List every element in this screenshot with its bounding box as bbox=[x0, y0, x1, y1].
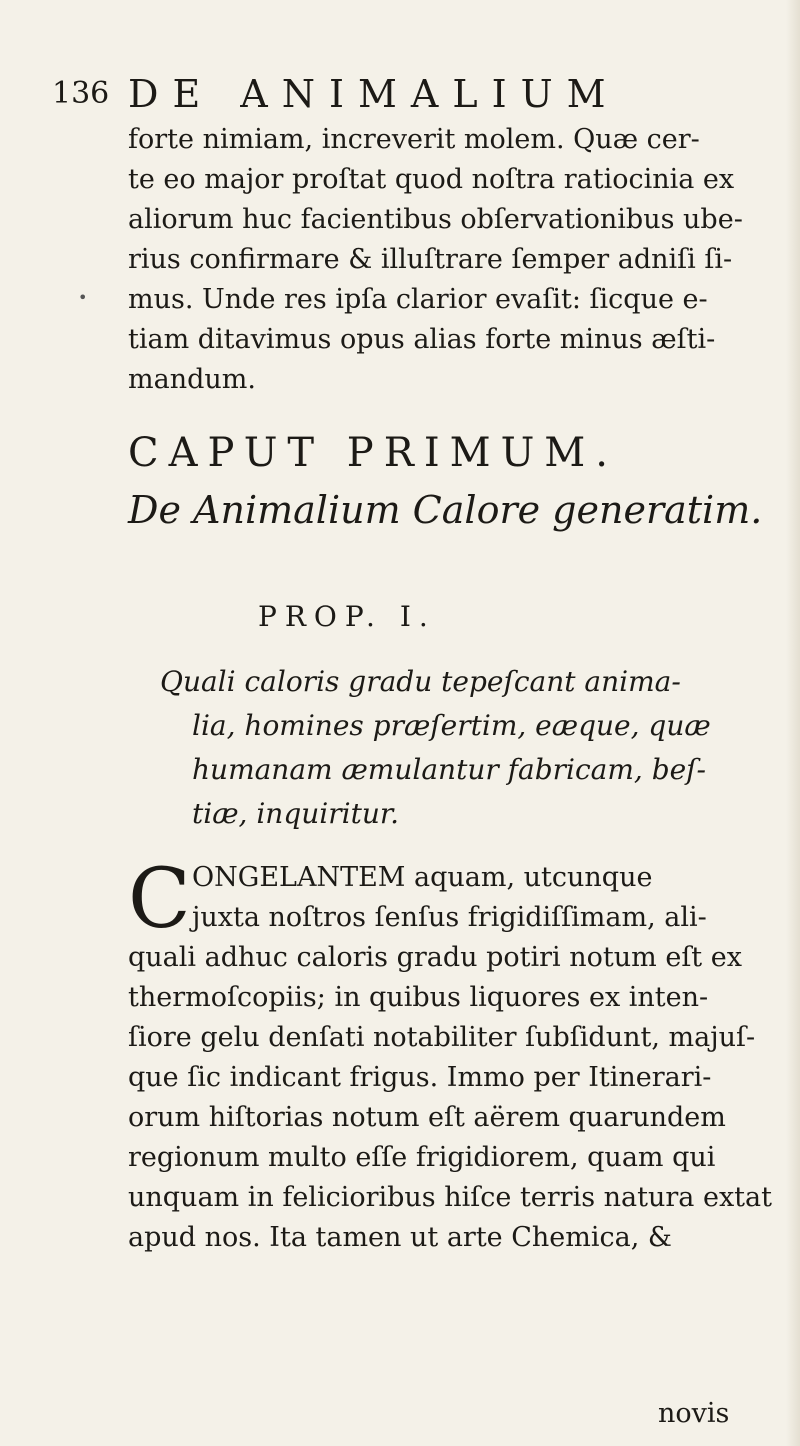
chapter-subtitle: De Animalium Calore generatim. bbox=[128, 488, 763, 532]
margin-mark: • bbox=[78, 288, 88, 307]
page-edge-shadow bbox=[786, 0, 800, 1446]
text-line: apud nos. Ita tamen ut arte Chemica, & bbox=[128, 1222, 672, 1253]
page-number: 136 bbox=[52, 76, 110, 111]
proposition-line: lia, homines præſertim, eæque, quæ bbox=[192, 709, 711, 742]
text-line: que ſic indicant frigus. Immo per Itinerari- bbox=[128, 1062, 712, 1093]
text-line: mus. Unde res ipſa clarior evaſit: ſicque e- bbox=[128, 284, 708, 315]
running-head: DE ANIMALIUM bbox=[128, 72, 620, 116]
text-line: ſiore gelu denſati notabiliter ſubſidunt, majuſ- bbox=[128, 1022, 756, 1053]
proposition-text bbox=[160, 660, 711, 836]
text-line: unquam in felicioribus hiſce terris natura extat bbox=[128, 1182, 772, 1213]
text-line: regionum multo eſſe frigidiorem, quam qui bbox=[128, 1142, 716, 1173]
proposition-heading: PROP. I. bbox=[258, 600, 436, 633]
text-line: te eo major proſtat quod noſtra ratiocinia ex bbox=[128, 164, 735, 195]
drop-cap: C bbox=[128, 852, 191, 947]
proposition-line: humanam æmulantur fabricam, beſ- bbox=[192, 753, 707, 786]
proposition-line: tiæ, inquiritur. bbox=[192, 797, 400, 830]
catchword: novis bbox=[658, 1398, 730, 1429]
text-line: thermoſcopiis; in quibus liquores ex inten- bbox=[128, 982, 709, 1013]
text-line: forte nimiam, increverit molem. Quæ cer- bbox=[128, 124, 700, 155]
chapter-heading: CAPUT PRIMUM. bbox=[128, 430, 618, 476]
opening-paragraph bbox=[128, 120, 743, 400]
text-line: mandum. bbox=[128, 364, 256, 395]
proposition-line: Quali caloris gradu tepeſcant anima- bbox=[160, 665, 681, 698]
text-line: aliorum huc facientibus obſervationibus ube- bbox=[128, 204, 743, 235]
text-line: rius confirmare & illuſtrare ſemper adniſi ſi- bbox=[128, 244, 733, 275]
text-line: juxta noſtros ſenſus frigidiſſimam, ali- bbox=[192, 902, 707, 933]
text-line: ONGELANTEM aquam, utcunque bbox=[192, 862, 653, 893]
body-paragraph bbox=[128, 852, 772, 1258]
text-line: orum hiſtorias notum eſt aërem quarundem bbox=[128, 1102, 726, 1133]
text-line: quali adhuc caloris gradu potiri notum eſt ex bbox=[128, 942, 742, 973]
text-line: tiam ditavimus opus alias forte minus æſti- bbox=[128, 324, 716, 355]
